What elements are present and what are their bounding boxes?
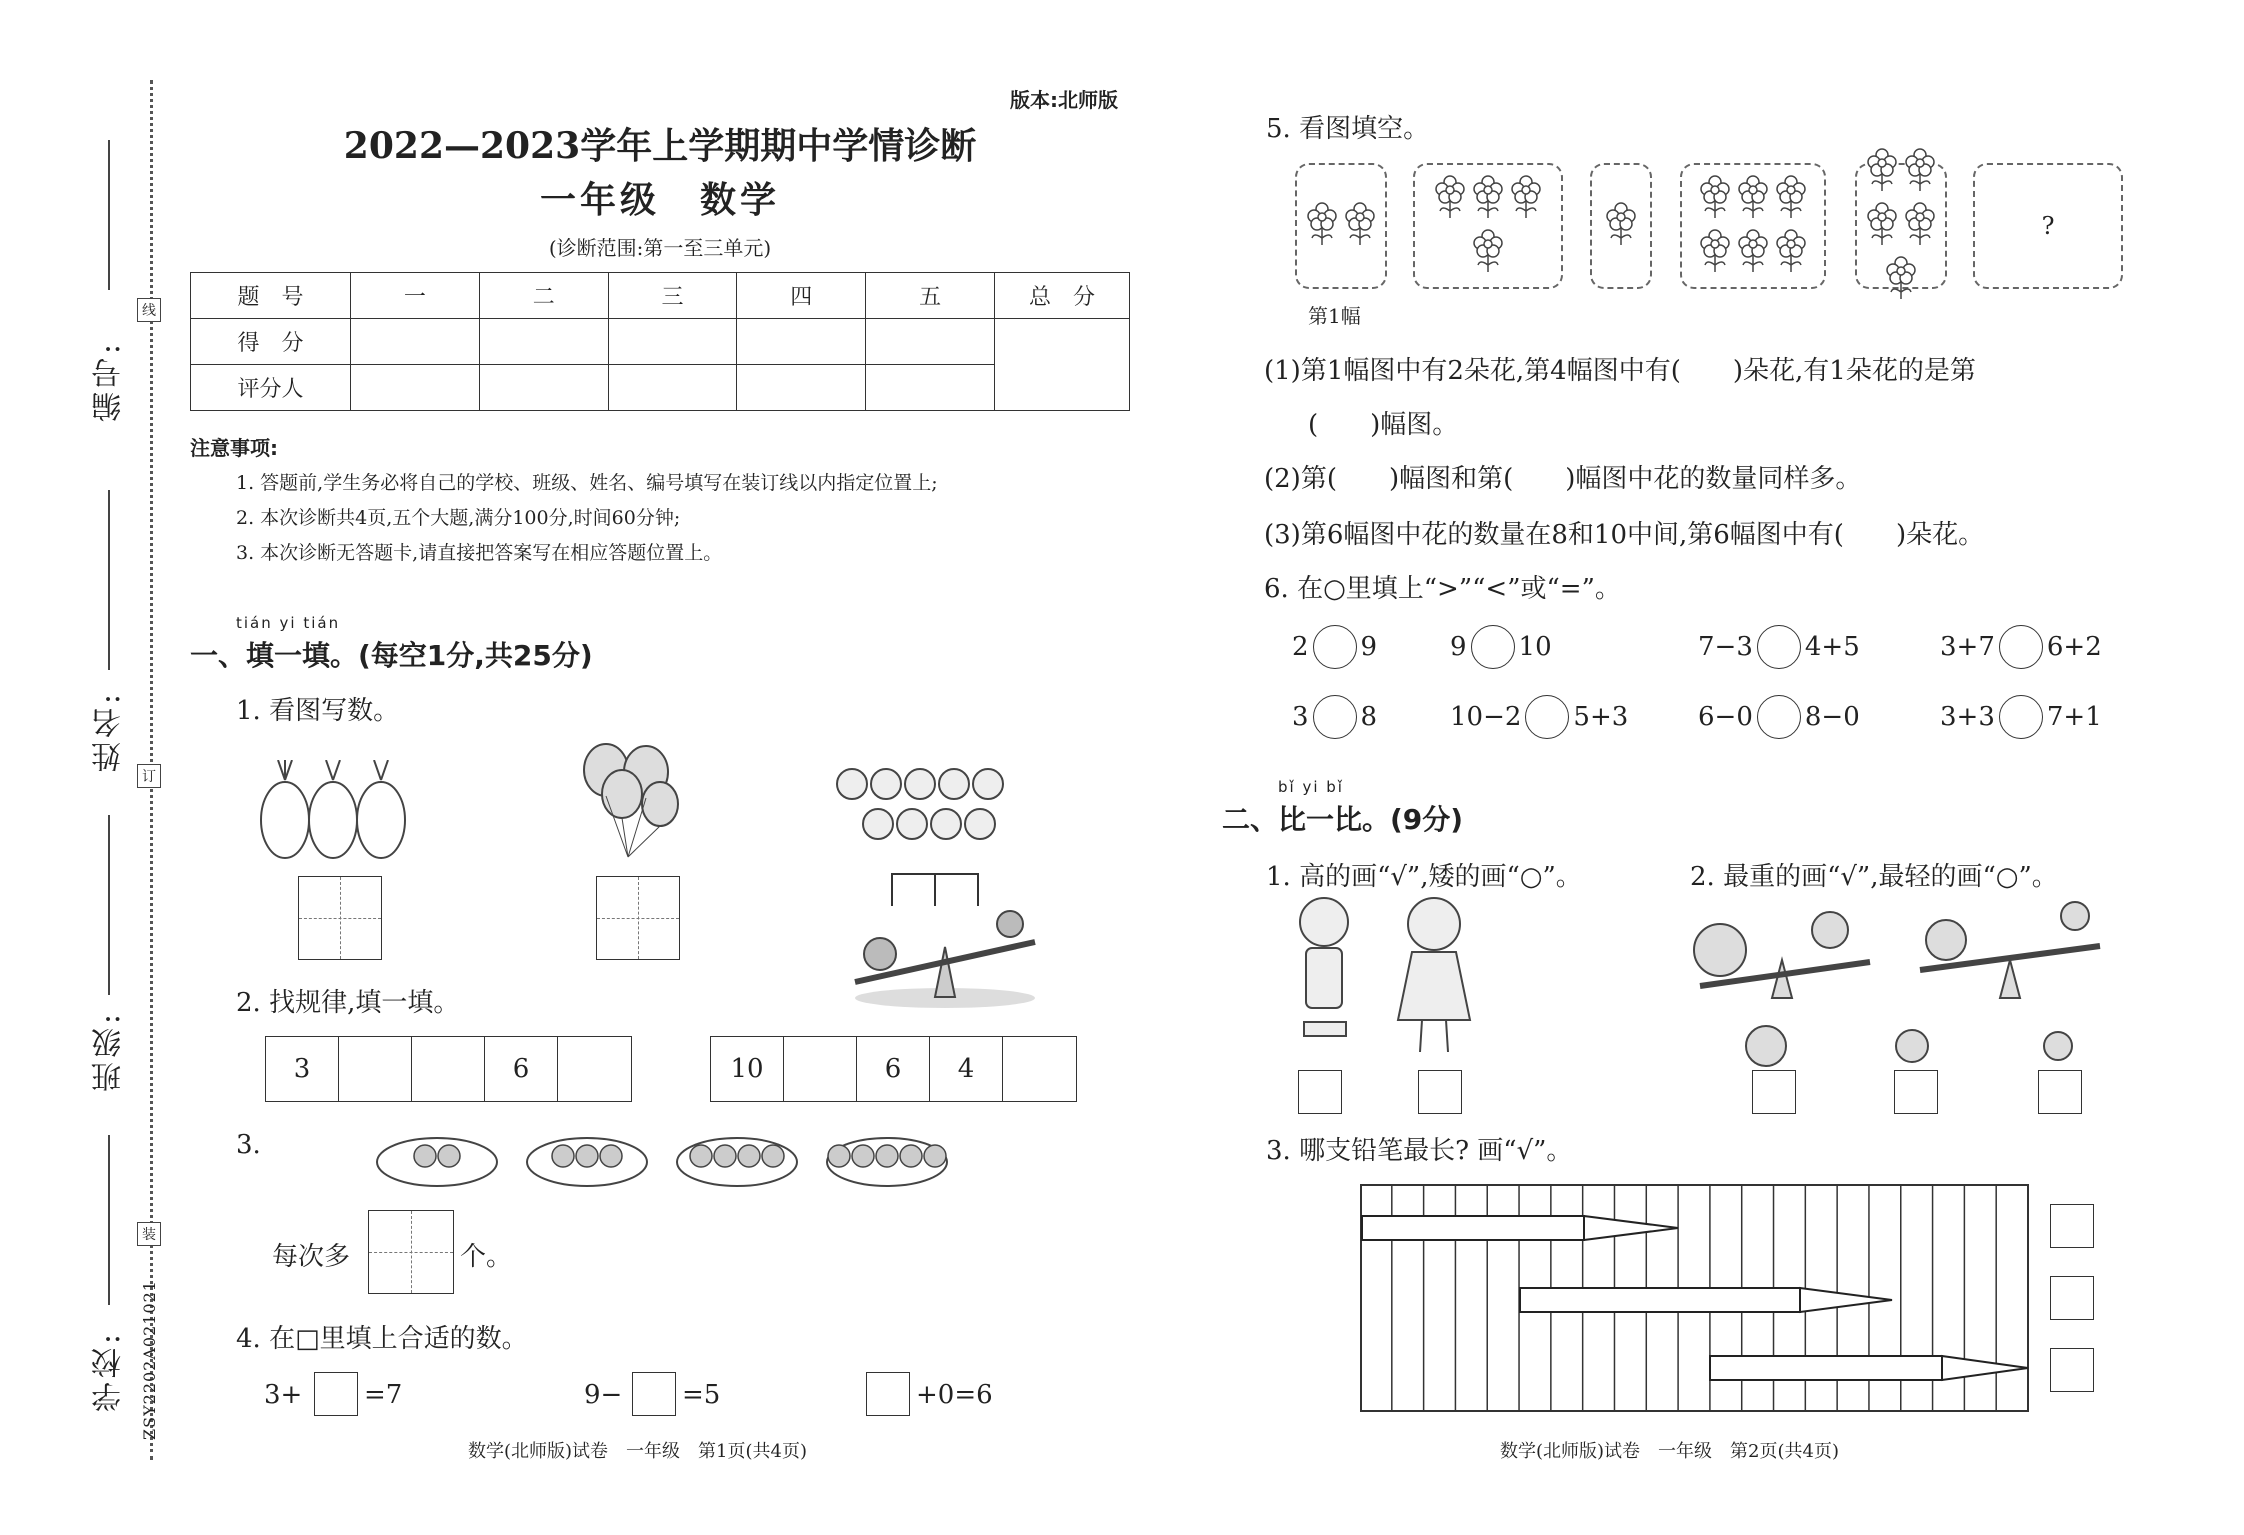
- comparison-left: 3+7: [1940, 632, 1995, 662]
- total-score-cell[interactable]: [995, 319, 1130, 411]
- sequence-cell: 4: [930, 1037, 1003, 1101]
- footer-right: 数学(北师版)试卷 一年级 第2页(共4页): [1500, 1441, 1839, 1462]
- comparison-right: 10: [1518, 632, 1552, 662]
- flower-icon: [1510, 175, 1542, 223]
- comparison-left: 2: [1292, 632, 1309, 662]
- note-item: 2. 本次诊断共4页,五个大题,满分100分,时间60分钟;: [236, 507, 681, 529]
- sequence-cell[interactable]: [412, 1037, 485, 1101]
- comparison-item: [1698, 625, 1860, 669]
- sequence-cell[interactable]: [558, 1037, 631, 1101]
- grader-cell[interactable]: [351, 365, 480, 411]
- question-6: 6. 在○里填上“>”“<”或“=”。: [1264, 574, 1621, 604]
- score-header-cell: 一: [351, 273, 480, 319]
- comparison-right: 8: [1360, 702, 1378, 732]
- balloons-illustration: [578, 742, 688, 862]
- score-header-cell: 总 分: [995, 273, 1130, 319]
- q3-suffix: 个。: [460, 1242, 513, 1272]
- comparison-left: 6−0: [1698, 702, 1753, 732]
- comparison-item: [1292, 625, 1377, 669]
- flower-icon: [1737, 229, 1769, 277]
- score-cell[interactable]: [479, 319, 608, 365]
- grader-row-label: 评分人: [191, 365, 351, 411]
- flower-picture-6: [1973, 163, 2123, 289]
- footer-left: 数学(北师版)试卷 一年级 第1页(共4页): [468, 1441, 807, 1462]
- flower-icon: [1344, 202, 1376, 250]
- comparison-item: [1940, 695, 2102, 739]
- school-label: 学校:: [92, 1330, 127, 1413]
- q4-c-right: +0=6: [916, 1380, 993, 1410]
- number-label: 编号:: [92, 340, 127, 423]
- section1-pinyin: tián yi tián: [236, 614, 341, 632]
- comparison-circle[interactable]: [1757, 625, 1801, 669]
- name-line: [108, 815, 110, 995]
- comparison-item: [1450, 625, 1552, 669]
- flower-icon: [1866, 202, 1898, 250]
- comparison-right: 6+2: [2046, 632, 2102, 662]
- q4-a-right: =7: [364, 1380, 403, 1410]
- line-marker: 线: [137, 298, 161, 322]
- comparison-item: [1940, 625, 2102, 669]
- comparison-item: [1292, 695, 1377, 739]
- answer-box-apples[interactable]: [368, 1210, 454, 1294]
- q4-b-left: 9−: [584, 1380, 623, 1410]
- picture-caption: 第1幅: [1308, 304, 1361, 328]
- score-cell[interactable]: [737, 319, 866, 365]
- comparison-item: [1698, 695, 1860, 739]
- comparison-right: 4+5: [1804, 632, 1860, 662]
- comparison-left: 3+3: [1940, 702, 1995, 732]
- score-header-cell: 三: [608, 273, 737, 319]
- question-1-2: 2. 找规律,填一填。: [236, 988, 460, 1018]
- flower-icon: [1434, 175, 1466, 223]
- flower-icon: [1904, 148, 1936, 196]
- name-label: 姓名:: [92, 690, 127, 773]
- notes-title: 注意事项:: [190, 436, 278, 460]
- score-header-cell: 五: [866, 273, 995, 319]
- score-header-cell: 题 号: [191, 273, 351, 319]
- question-1-3: 3.: [236, 1130, 261, 1160]
- flower-picture-4: [1680, 163, 1826, 289]
- sequence-cell[interactable]: [339, 1037, 412, 1101]
- score-table: [190, 272, 1130, 411]
- q5-part1: (1)第1幅图中有2朵花,第4幅图中有( )朵花,有1朵花的是第: [1264, 356, 1976, 386]
- bind-marker: 装: [137, 1222, 161, 1246]
- flower-picture-3: [1590, 163, 1652, 289]
- flower-picture-2: [1413, 163, 1563, 289]
- comparison-right: 8−0: [1804, 702, 1860, 732]
- peaches-illustration: [834, 762, 1014, 852]
- score-cell[interactable]: [866, 319, 995, 365]
- answer-box-boy[interactable]: [1298, 1070, 1342, 1114]
- answer-box-girl[interactable]: [1418, 1070, 1462, 1114]
- flower-icon: [1472, 175, 1504, 223]
- question-mark: ?: [2041, 212, 2055, 240]
- flower-icon: [1904, 202, 1936, 250]
- flower-icon: [1699, 175, 1731, 223]
- children-illustration: [1282, 892, 1502, 1062]
- q5-part2: (2)第( )幅图和第( )幅图中花的数量同样多。: [1264, 464, 1862, 494]
- flower-picture-1: [1295, 163, 1387, 289]
- class-label: 班级:: [92, 1010, 127, 1093]
- flower-icon: [1737, 175, 1769, 223]
- answer-box-pencil-1[interactable]: [2050, 1204, 2094, 1248]
- grader-cell[interactable]: [479, 365, 608, 411]
- flower-icon: [1866, 148, 1898, 196]
- animal-seesaws-illustration: [1690, 900, 2110, 1010]
- sequence-cell: 3: [266, 1037, 339, 1101]
- animal-options-illustration: [1740, 1024, 2120, 1070]
- grader-cell[interactable]: [866, 365, 995, 411]
- section1-title: 一、填一填。(每空1分,共25分): [190, 639, 593, 672]
- exam-scope: (诊断范围:第一至三单元): [548, 236, 772, 260]
- flower-icon: [1775, 175, 1807, 223]
- q4-a-left: 3+: [264, 1380, 303, 1410]
- pineapples-illustration: [258, 760, 423, 860]
- answer-box-tiger[interactable]: [1894, 1070, 1938, 1114]
- flower-icon: [1605, 202, 1637, 250]
- comparison-circle[interactable]: [1999, 695, 2043, 739]
- score-header-cell: 二: [479, 273, 608, 319]
- comparison-right: 9: [1360, 632, 1378, 662]
- grader-cell[interactable]: [737, 365, 866, 411]
- pattern-sequence-2: [710, 1036, 1077, 1102]
- comparison-left: 10−2: [1450, 702, 1522, 732]
- comparison-right: 7+1: [2046, 702, 2102, 732]
- comparison-item: [1450, 695, 1628, 739]
- comparison-circle[interactable]: [1313, 625, 1357, 669]
- score-header-cell: 四: [737, 273, 866, 319]
- answer-box-lion[interactable]: [1752, 1070, 1796, 1114]
- exam-subtitle: 一年级 数学: [539, 179, 780, 221]
- flower-icon: [1885, 256, 1917, 304]
- answer-box-dog[interactable]: [2038, 1070, 2082, 1114]
- score-cell[interactable]: [351, 319, 480, 365]
- sequence-cell: 6: [857, 1037, 930, 1101]
- sequence-cell: 10: [711, 1037, 784, 1101]
- comparison-circle[interactable]: [1757, 695, 1801, 739]
- answer-box-balloons[interactable]: [596, 876, 680, 960]
- sequence-cell[interactable]: [784, 1037, 857, 1101]
- note-item: 3. 本次诊断无答题卡,请直接把答案写在相应答题位置上。: [236, 542, 723, 564]
- number-line-lower: [108, 490, 110, 670]
- q5-part1-cont: ( )幅图。: [1308, 410, 1459, 440]
- q4-a-blank[interactable]: [314, 1372, 358, 1416]
- pencil-grid: [1360, 1184, 2030, 1414]
- flower-picture-5: [1855, 163, 1947, 289]
- comparison-circle[interactable]: [1471, 625, 1515, 669]
- answer-box-pencil-3[interactable]: [2050, 1348, 2094, 1392]
- grader-cell[interactable]: [608, 365, 737, 411]
- comparison-right: 5+3: [1573, 702, 1629, 732]
- class-line: [108, 1135, 110, 1305]
- number-line: [108, 140, 110, 290]
- q4-c-blank[interactable]: [866, 1372, 910, 1416]
- flower-icon: [1472, 229, 1504, 277]
- exam-title: 2022—2023学年上学期期中学情诊断: [343, 125, 977, 167]
- q4-b-blank[interactable]: [632, 1372, 676, 1416]
- edition-label: 版本:北师版: [1010, 88, 1118, 112]
- score-row-label: 得 分: [191, 319, 351, 365]
- q5-part3: (3)第6幅图中花的数量在8和10中间,第6幅图中有( )朵花。: [1264, 520, 1985, 550]
- q3-prefix: 每次多: [272, 1242, 351, 1272]
- flower-icon: [1699, 229, 1731, 277]
- note-item: 1. 答题前,学生务必将自己的学校、班级、姓名、编号填写在装订线以内指定位置上;: [236, 472, 938, 494]
- flower-icon: [1306, 202, 1338, 250]
- sequence-cell: 6: [485, 1037, 558, 1101]
- seesaw-illustration: [845, 902, 1045, 1012]
- question-2-3: 3. 哪支铅笔最长? 画“√”。: [1266, 1136, 1573, 1166]
- comparison-left: 9: [1450, 632, 1467, 662]
- comparison-circle[interactable]: [1999, 625, 2043, 669]
- question-2-1: 1. 高的画“√”,矮的画“○”。: [1266, 862, 1582, 892]
- comparison-left: 3: [1292, 702, 1309, 732]
- comparison-left: 7−3: [1698, 632, 1753, 662]
- score-cell[interactable]: [608, 319, 737, 365]
- question-1-4: 4. 在□里填上合适的数。: [236, 1324, 528, 1354]
- staple-marker: 订: [137, 764, 161, 788]
- question-5: 5. 看图填空。: [1266, 114, 1430, 144]
- flower-icon: [1775, 229, 1807, 277]
- q4-b-right: =5: [682, 1380, 721, 1410]
- pattern-sequence-1: [265, 1036, 632, 1102]
- apple-plates-illustration: [375, 1122, 975, 1192]
- section2-pinyin: bǐ yi bǐ: [1278, 778, 1344, 796]
- answer-box-pineapples[interactable]: [298, 876, 382, 960]
- question-2-2: 2. 最重的画“√”,最轻的画“○”。: [1690, 862, 2058, 892]
- section2-title: 二、比一比。(9分): [1222, 803, 1464, 836]
- comparison-circle[interactable]: [1525, 695, 1569, 739]
- question-1-1: 1. 看图写数。: [236, 696, 400, 726]
- sequence-cell[interactable]: [1003, 1037, 1076, 1101]
- comparison-circle[interactable]: [1313, 695, 1357, 739]
- answer-box-pencil-2[interactable]: [2050, 1276, 2094, 1320]
- exam-code: ZSY2202A021021: [140, 1280, 159, 1440]
